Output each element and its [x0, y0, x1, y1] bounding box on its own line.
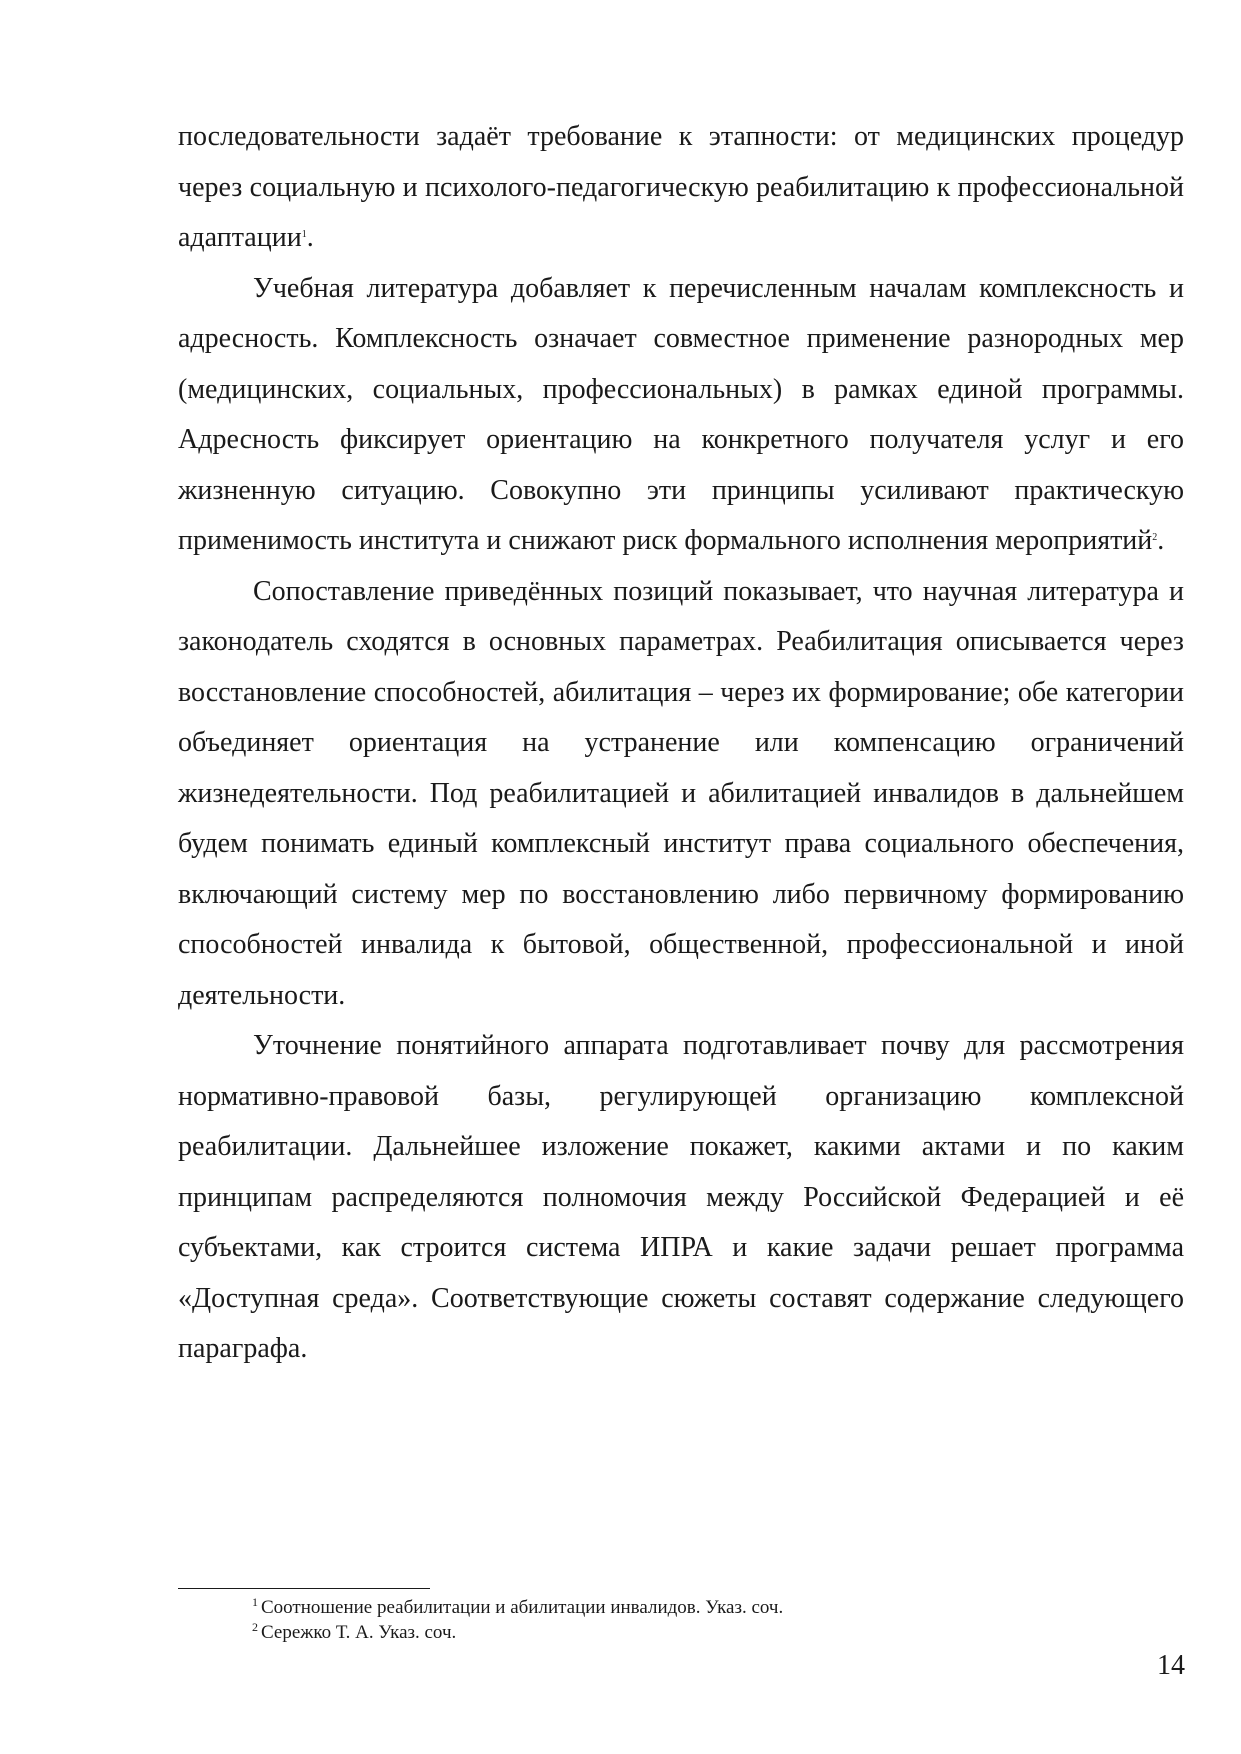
paragraph-3-text: Сопоставление приведённых позиций показывает, что научная литература и законодатель сходятся в основных параметрах. Реабилитация описывается через восстановление способностей, абилитация – через их формирование; обе категории объединяет ориентация на устранение или компенсацию ограничений жизнедеятельности. Под реабилитацией и абилитацией инвалидов в дальнейшем будем понимать единый комплексный институт права социального обеспечения, включающий систему мер по восстановлению либо первичному формированию способностей инвалида к бытовой, общественной, профессиональной и иной деятельности.: [178, 575, 1184, 1011]
paragraph-2-tail: .: [1157, 525, 1165, 556]
footnote-ref-2: 2: [1152, 532, 1158, 543]
footnote-1-mark: 1: [252, 1595, 258, 1609]
paragraph-2: [178, 264, 1184, 567]
paragraph-1-tail: .: [306, 222, 314, 253]
paragraph-3: [178, 567, 1184, 1022]
footnote-2: [252, 1620, 1152, 1645]
footnotes: [252, 1595, 1152, 1645]
footnote-1: [252, 1595, 1152, 1620]
paragraph-2-text: Учебная литература добавляет к перечисленным началам комплексность и адресность. Комплексность означает совместное применение разнородных мер (медицинских, социальных, профессиональных) в рамках единой программы. Адресность фиксирует ориентацию на конкретного получателя услуг и его жизненную ситуацию. Совокупно эти принципы усиливают практическую применимость института и снижают риск формального исполнения мероприятий: [178, 272, 1184, 556]
footnote-2-mark: 2: [252, 1620, 258, 1634]
footnote-2-text: Сережко Т. А. Указ. соч.: [261, 1622, 457, 1643]
footnote-1-text: Соотношение реабилитации и абилитации инвалидов. Указ. соч.: [261, 1597, 784, 1618]
document-body: [178, 112, 1184, 1375]
paragraph-4-text: Уточнение понятийного аппарата подготавливает почву для рассмотрения нормативно-правовой базы, регулирующей организацию комплексной реабилитации. Дальнейшее изложение покажет, какими актами и по каким принципам распределяются полномочия между Российской Федерацией и её субъектами, как строится система ИПРА и какие задачи решает программа «Доступная среда». Соответствующие сюжеты составят содержание следующего параграфа.: [178, 1030, 1184, 1364]
page-number: 14: [1157, 1650, 1185, 1681]
paragraph-1-text: последовательности задаёт требование к этапности: от медицинских процедур через социальную и психолого-педагогическую реабилитацию к профессиональной адаптации: [178, 121, 1184, 253]
paragraph-4: [178, 1021, 1184, 1375]
footnote-separator: [178, 1588, 430, 1589]
footnote-ref-1: 1: [301, 229, 307, 240]
paragraph-1: [178, 112, 1184, 264]
